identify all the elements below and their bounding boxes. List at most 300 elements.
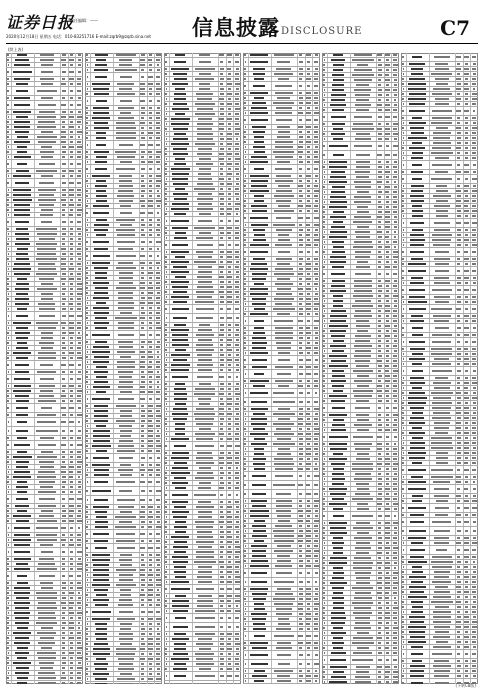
table-cell <box>62 534 65 536</box>
table-cell <box>299 92 302 94</box>
table-cell <box>378 659 382 661</box>
table-cell <box>299 448 303 450</box>
table-cell <box>323 216 325 218</box>
table-cell <box>70 131 74 133</box>
table-cell <box>175 113 185 115</box>
table-cell <box>96 516 107 518</box>
table-cell <box>378 266 381 268</box>
table-cell <box>173 561 188 563</box>
table-cell <box>356 414 369 416</box>
table-cell <box>394 532 397 534</box>
table-cell <box>166 133 168 135</box>
table-cell <box>314 185 318 187</box>
table-cell <box>87 584 89 586</box>
table-cell <box>8 672 9 674</box>
table-cell <box>236 376 239 378</box>
table-cell <box>36 170 57 172</box>
table-cell <box>472 93 477 95</box>
table-cell <box>323 345 325 347</box>
table-cell <box>393 498 397 500</box>
table-cell <box>228 472 232 474</box>
table-cell <box>472 56 477 58</box>
table-cell <box>62 352 65 354</box>
table-cell <box>314 555 318 557</box>
table-cell <box>298 433 303 435</box>
table-cell <box>435 78 449 80</box>
table-cell <box>70 539 74 541</box>
table-cell <box>250 433 268 435</box>
table-cell <box>276 119 292 121</box>
table-cell <box>306 359 311 361</box>
table-cell <box>156 361 160 363</box>
table-cell <box>357 632 369 634</box>
table-cell <box>149 255 152 257</box>
table-cell <box>173 359 186 361</box>
table-cell <box>174 324 186 326</box>
table-cell <box>386 642 390 644</box>
table-cell <box>141 248 144 250</box>
table-cell <box>385 266 390 268</box>
table-cell <box>236 138 239 140</box>
table-cell <box>330 345 346 347</box>
table-cell <box>7 104 9 106</box>
table-cell <box>393 365 396 367</box>
table-cell <box>77 667 82 669</box>
table-cell <box>69 170 73 172</box>
table-cell <box>378 652 382 654</box>
table-cell <box>165 588 167 590</box>
table-cell <box>393 582 398 584</box>
table-cell <box>377 216 382 218</box>
table-cell <box>16 293 28 295</box>
table-cell <box>235 472 240 474</box>
table-cell <box>39 315 55 317</box>
table-cell <box>324 478 326 480</box>
table-cell <box>250 392 268 394</box>
table-cell <box>306 303 311 305</box>
table-cell <box>165 256 167 258</box>
table-cell <box>220 103 224 105</box>
table-cell <box>227 610 231 612</box>
table-cell <box>141 589 144 591</box>
table-cell <box>465 63 468 65</box>
table-cell <box>62 204 66 206</box>
table-cell <box>250 161 267 163</box>
table-cell <box>456 56 461 58</box>
table-cell <box>254 200 264 202</box>
table-caption: (续上表) <box>8 47 24 52</box>
table-cell <box>166 108 167 110</box>
table-row <box>85 395 162 404</box>
table-cell <box>244 293 246 295</box>
table-cell <box>93 574 108 576</box>
table-cell <box>299 244 303 246</box>
table-cell <box>378 221 381 223</box>
table-cell <box>253 73 266 75</box>
table-cell <box>197 133 213 135</box>
table-cell <box>87 297 88 299</box>
table-cell <box>245 392 246 394</box>
table-cell <box>329 355 347 357</box>
table-cell <box>37 233 58 235</box>
table-cell <box>157 628 160 630</box>
table-cell <box>61 131 66 133</box>
table-cell <box>253 385 266 387</box>
table-cell <box>244 428 246 430</box>
table-cell <box>394 305 397 307</box>
table-cell <box>227 571 232 573</box>
table-cell <box>156 604 160 606</box>
table-cell <box>166 344 167 346</box>
table-cell <box>235 103 240 105</box>
table-cell <box>250 565 269 567</box>
table-cell <box>87 499 88 501</box>
table-cell <box>306 327 310 329</box>
table-cell <box>228 626 231 628</box>
table-cell <box>174 78 187 80</box>
table-cell <box>41 283 53 285</box>
table-cell <box>333 64 344 66</box>
table-cell <box>149 533 153 535</box>
table-cell <box>323 532 325 534</box>
table-cell <box>473 73 476 75</box>
table-cell <box>330 216 345 218</box>
table-cell <box>86 334 88 336</box>
table-cell <box>277 560 291 562</box>
table-cell <box>278 205 290 207</box>
table-cell <box>314 484 317 486</box>
table-cell <box>306 484 310 486</box>
table-cell <box>378 330 381 332</box>
table-cell <box>87 262 89 264</box>
table-cell <box>62 253 66 255</box>
table-cell <box>306 224 310 226</box>
table-cell <box>93 107 109 109</box>
table-cell <box>353 612 372 614</box>
table-cell <box>323 266 325 268</box>
table-cell <box>157 100 160 102</box>
table-cell <box>393 468 397 470</box>
table-cell <box>299 560 303 562</box>
table-cell <box>323 251 325 253</box>
table-cell <box>378 145 382 147</box>
table-cell <box>38 357 56 359</box>
table-cell <box>15 364 28 366</box>
table-cell <box>7 228 9 230</box>
table-cell <box>378 542 382 544</box>
table-cell <box>378 315 381 317</box>
table-cell <box>77 414 82 416</box>
table-cell <box>119 175 132 177</box>
table-cell <box>62 627 65 629</box>
table-cell <box>36 322 58 324</box>
table-cell <box>120 100 131 102</box>
table-cell <box>324 522 326 524</box>
table-cell <box>357 261 368 263</box>
table-cell <box>227 301 232 303</box>
table-cell <box>220 551 223 553</box>
table-cell <box>149 224 152 226</box>
table-cell <box>220 638 224 640</box>
table-cell <box>354 54 371 56</box>
table-cell <box>235 675 240 677</box>
table-cell <box>62 612 65 614</box>
table-cell <box>236 494 239 496</box>
table-cell <box>197 138 213 140</box>
table-cell <box>299 413 303 415</box>
table-cell <box>171 281 189 283</box>
table-cell <box>307 156 310 158</box>
table-cell <box>244 239 246 241</box>
table-cell <box>386 285 389 287</box>
table-cell <box>7 437 9 439</box>
table-cell <box>165 54 167 56</box>
table-cell <box>323 527 325 529</box>
table-cell <box>165 393 167 395</box>
table-cell <box>378 458 382 460</box>
table-cell <box>220 675 224 677</box>
table-row <box>85 454 162 463</box>
table-cell <box>227 581 231 583</box>
table-cell <box>386 345 389 347</box>
table-cell <box>298 320 303 322</box>
table-cell <box>331 335 345 337</box>
table-cell <box>86 156 88 158</box>
table-cell <box>166 237 167 239</box>
table-cell <box>165 648 167 650</box>
table-cell <box>378 508 381 510</box>
table-cell <box>228 220 231 222</box>
table-cell <box>199 403 210 405</box>
table-cell <box>62 189 66 191</box>
table-cell <box>87 574 88 576</box>
table-cell <box>62 520 66 522</box>
table-cell <box>275 366 294 368</box>
table-cell <box>220 445 224 447</box>
table-cell <box>235 388 238 390</box>
table-cell <box>278 185 290 187</box>
table-cell <box>235 61 239 63</box>
table-cell <box>16 430 28 432</box>
table-cell <box>172 482 188 484</box>
table-cell <box>314 385 318 387</box>
table-cell <box>254 453 264 455</box>
table-cell <box>94 643 109 645</box>
table-cell <box>37 632 56 634</box>
table-cell <box>69 575 73 577</box>
table-cell <box>39 342 54 344</box>
table-cell <box>252 593 267 595</box>
table-cell <box>62 347 66 349</box>
table-cell <box>355 138 371 140</box>
table-cell <box>16 407 28 409</box>
table-cell <box>41 221 52 223</box>
table-cell <box>393 632 398 634</box>
table-cell <box>227 551 231 553</box>
table-cell <box>386 448 390 450</box>
table-cell <box>70 444 73 446</box>
table-cell <box>330 231 347 233</box>
table-cell <box>306 298 311 300</box>
table-cell <box>331 632 346 634</box>
table-cell <box>93 297 109 299</box>
table-cell <box>393 109 398 111</box>
table-cell <box>355 473 371 475</box>
table-cell <box>278 618 289 620</box>
table-cell <box>174 675 185 677</box>
table-cell <box>15 303 29 305</box>
table-cell <box>220 301 224 303</box>
table-cell <box>219 413 224 415</box>
table-cell <box>306 520 310 522</box>
table-cell <box>227 93 232 95</box>
table-cell <box>37 253 56 255</box>
table-cell <box>94 420 109 422</box>
table-cell <box>402 93 404 95</box>
table-cell <box>173 183 188 185</box>
table-cell <box>40 390 53 392</box>
table-cell <box>141 521 145 523</box>
table-cell <box>228 158 231 160</box>
table-cell <box>140 100 145 102</box>
table-cell <box>96 59 106 61</box>
table-cell <box>306 675 311 677</box>
table-cell <box>95 317 108 319</box>
table-cell <box>165 462 167 464</box>
table-cell <box>307 475 310 477</box>
table-cell <box>227 183 232 185</box>
table-cell <box>393 310 397 312</box>
table-cell <box>236 506 239 508</box>
table-cell <box>78 258 81 260</box>
table-cell <box>70 151 73 153</box>
table-cell <box>149 579 153 581</box>
table-cell <box>314 308 318 310</box>
table-cell <box>37 371 56 373</box>
table-cell <box>323 236 325 238</box>
table-cell <box>156 435 159 437</box>
table-cell <box>70 657 73 659</box>
table-cell <box>7 622 9 624</box>
table-cell <box>244 550 246 552</box>
table-cell <box>333 300 343 302</box>
table-cell <box>273 102 294 104</box>
table-cell <box>116 533 135 535</box>
table-cell <box>236 536 239 538</box>
table-cell <box>87 175 89 177</box>
section-title: 信息披露 <box>192 15 280 40</box>
table-cell <box>16 461 29 463</box>
table-cell <box>77 471 80 473</box>
table-cell <box>333 552 343 554</box>
table-cell <box>140 569 145 571</box>
table-cell <box>355 256 370 258</box>
table-cell <box>196 526 213 528</box>
table-cell <box>120 161 132 163</box>
table-cell <box>86 107 88 109</box>
table-cell <box>119 611 133 613</box>
table-row <box>85 682 162 684</box>
table-cell <box>87 663 88 665</box>
table-cell <box>299 598 303 600</box>
table-cell <box>393 612 397 614</box>
table-cell <box>96 156 107 158</box>
table-cell <box>254 670 265 672</box>
table-cell <box>175 188 185 190</box>
table-cell <box>314 234 318 236</box>
table-cell <box>61 248 66 250</box>
table-cell <box>220 438 223 440</box>
table-cell <box>394 138 397 140</box>
table-cell <box>435 98 449 100</box>
table-cell <box>141 611 145 613</box>
table-cell <box>394 419 397 421</box>
table-cell <box>87 88 88 90</box>
table-cell <box>199 232 211 234</box>
table-cell <box>402 63 404 65</box>
table-cell <box>148 435 153 437</box>
table-cell <box>315 453 318 455</box>
table-cell <box>156 334 160 336</box>
table-cell <box>17 647 28 649</box>
table-cell <box>378 241 382 243</box>
table-cell <box>329 365 348 367</box>
table-cell <box>165 511 167 513</box>
table-cell <box>393 360 397 362</box>
table-cell <box>7 582 9 584</box>
table-cell <box>165 93 167 95</box>
table-cell <box>14 273 30 275</box>
table-cell <box>385 592 389 594</box>
table-cell <box>165 148 167 150</box>
table-cell <box>314 598 318 600</box>
table-cell <box>252 475 266 477</box>
table-cell <box>378 206 382 208</box>
table-cell <box>141 430 144 432</box>
table-column <box>243 53 320 684</box>
table-cell <box>314 283 318 285</box>
table-cell <box>236 354 239 356</box>
table-cell <box>323 463 325 465</box>
table-cell <box>13 352 31 354</box>
table-cell <box>78 597 81 599</box>
table-cell <box>77 582 82 584</box>
table-cell <box>307 458 310 460</box>
table-cell <box>165 541 167 543</box>
table-cell <box>227 251 232 253</box>
table-cell <box>119 346 134 348</box>
table-cell <box>314 161 319 163</box>
table-cell <box>119 574 133 576</box>
table-cell <box>275 565 292 567</box>
table-cell <box>323 385 325 387</box>
table-cell <box>385 335 389 337</box>
table-cell <box>195 445 214 447</box>
table-cell <box>378 161 381 163</box>
table-cell <box>87 64 88 66</box>
table-cell <box>235 128 240 130</box>
table-cell <box>148 151 152 153</box>
table-cell <box>87 69 88 71</box>
table-cell <box>61 421 66 423</box>
table-cell <box>394 340 397 342</box>
table-cell <box>378 671 381 673</box>
table-cell <box>323 537 325 539</box>
table-cell <box>315 278 318 280</box>
table-cell <box>156 180 161 182</box>
table-cell <box>86 180 88 182</box>
table-cell <box>62 515 66 517</box>
